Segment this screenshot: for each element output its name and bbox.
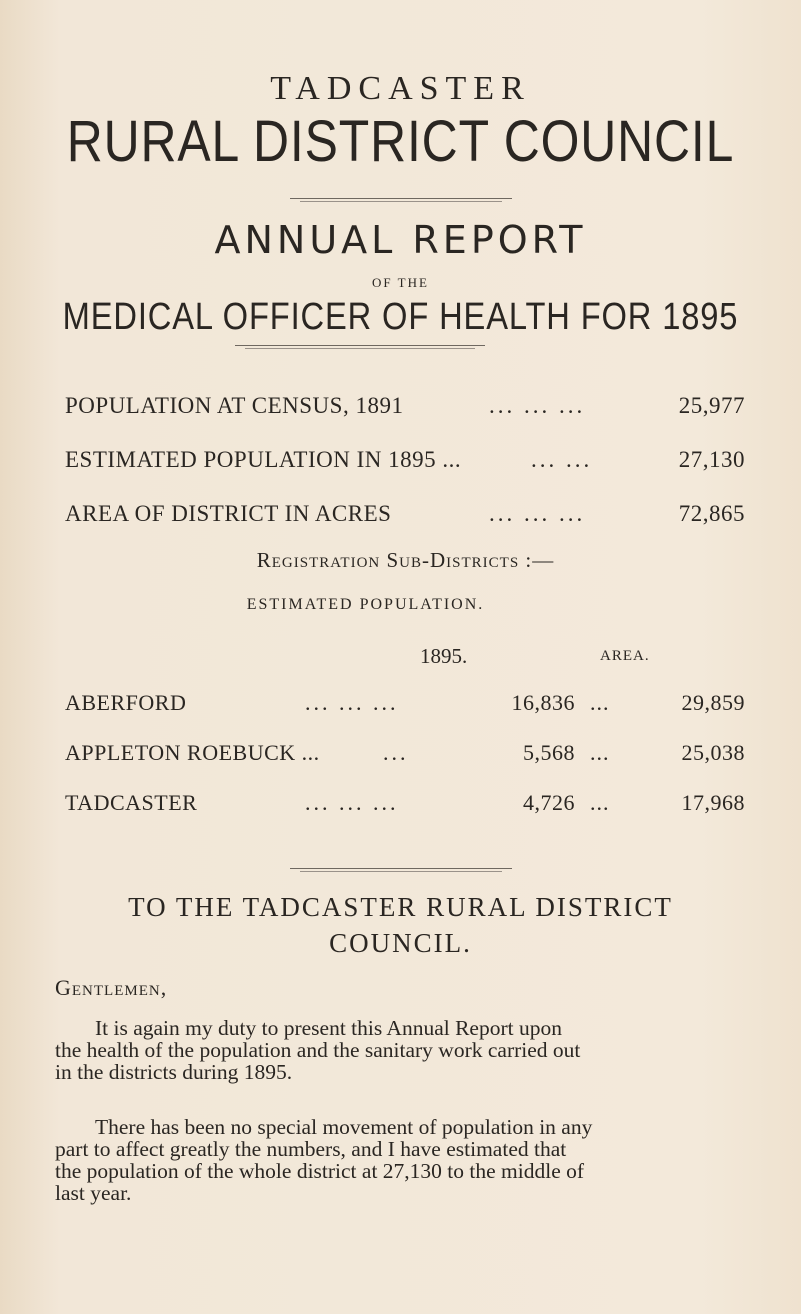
letter-address-line: COUNCIL. xyxy=(329,928,472,958)
leader-dots: ... xyxy=(590,690,610,715)
letter-address-line: TO THE TADCASTER RURAL DISTRICT xyxy=(128,892,673,922)
title-of-the: OF THE xyxy=(372,275,429,290)
column-header-area: AREA. xyxy=(600,648,650,664)
subdistrict-area: 25,038 xyxy=(681,740,745,765)
subdistrict-name: ABERFORD xyxy=(65,690,187,715)
title-medical-officer: MEDICAL OFFICER OF HEALTH FOR 1895 xyxy=(62,296,739,338)
subdistrict-name: APPLETON ROEBUCK ... xyxy=(65,740,320,765)
paragraph-line: the health of the population and the sanitary work carried out xyxy=(55,1038,581,1062)
stat-value: 72,865 xyxy=(678,501,745,526)
letter-paragraph xyxy=(55,1017,755,1083)
letter-paragraph xyxy=(55,1116,755,1204)
leader-dots: ... xyxy=(383,740,409,765)
subdistrict-population: 16,836 xyxy=(511,690,575,715)
table-row xyxy=(65,740,755,770)
divider-rule xyxy=(290,868,512,869)
subdistrict-population: 4,726 xyxy=(523,790,575,815)
title-council: RURAL DISTRICT COUNCIL xyxy=(66,109,735,174)
letter-salutation: Gentlemen, xyxy=(55,975,168,1000)
leader-dots: ... ... xyxy=(531,447,593,472)
leader-dots: ... ... ... xyxy=(489,501,586,526)
subdistrict-population: 5,568 xyxy=(523,740,575,765)
paragraph-line: part to affect greatly the numbers, and I have estimated that xyxy=(55,1137,567,1161)
stat-value: 27,130 xyxy=(678,447,745,472)
divider-rule xyxy=(245,348,475,349)
paragraph-line: in the districts during 1895. xyxy=(55,1060,293,1084)
stat-label: POPULATION AT CENSUS, 1891 xyxy=(65,393,404,418)
subdistrict-area: 17,968 xyxy=(681,790,745,815)
divider-rule xyxy=(300,201,502,202)
stat-label: AREA OF DISTRICT IN ACRES xyxy=(65,501,392,526)
paragraph-line: It is again my duty to present this Annual Report upon xyxy=(95,1016,562,1040)
stat-label: ESTIMATED POPULATION IN 1895 ... xyxy=(65,447,462,472)
table-row xyxy=(65,690,755,720)
leader-dots: ... xyxy=(590,740,610,765)
stat-value: 25,977 xyxy=(678,393,745,418)
subdistrict-name: TADCASTER xyxy=(65,790,198,815)
leader-dots: ... ... ... xyxy=(489,393,586,418)
subdistricts-heading: Registration Sub-Districts :— xyxy=(256,548,555,572)
divider-rule xyxy=(235,345,485,346)
paragraph-line: the population of the whole district at 27,130 to the middle of xyxy=(55,1159,585,1183)
subdistrict-area: 29,859 xyxy=(681,690,745,715)
leader-dots: ... ... ... xyxy=(305,690,399,715)
divider-rule xyxy=(300,871,502,872)
title-annual-report: ANNUAL REPORT xyxy=(214,218,587,262)
leader-dots: ... xyxy=(590,790,610,815)
paragraph-line: last year. xyxy=(55,1181,132,1205)
divider-rule xyxy=(290,198,512,199)
leader-dots: ... ... ... xyxy=(305,790,399,815)
paragraph-line: There has been no special movement of population in any xyxy=(95,1115,593,1139)
column-header-1895: 1895. xyxy=(420,644,468,668)
table-row xyxy=(65,790,755,820)
subdistricts-subheading: ESTIMATED POPULATION. xyxy=(246,596,485,613)
title-tadcaster: TADCASTER xyxy=(270,70,531,107)
